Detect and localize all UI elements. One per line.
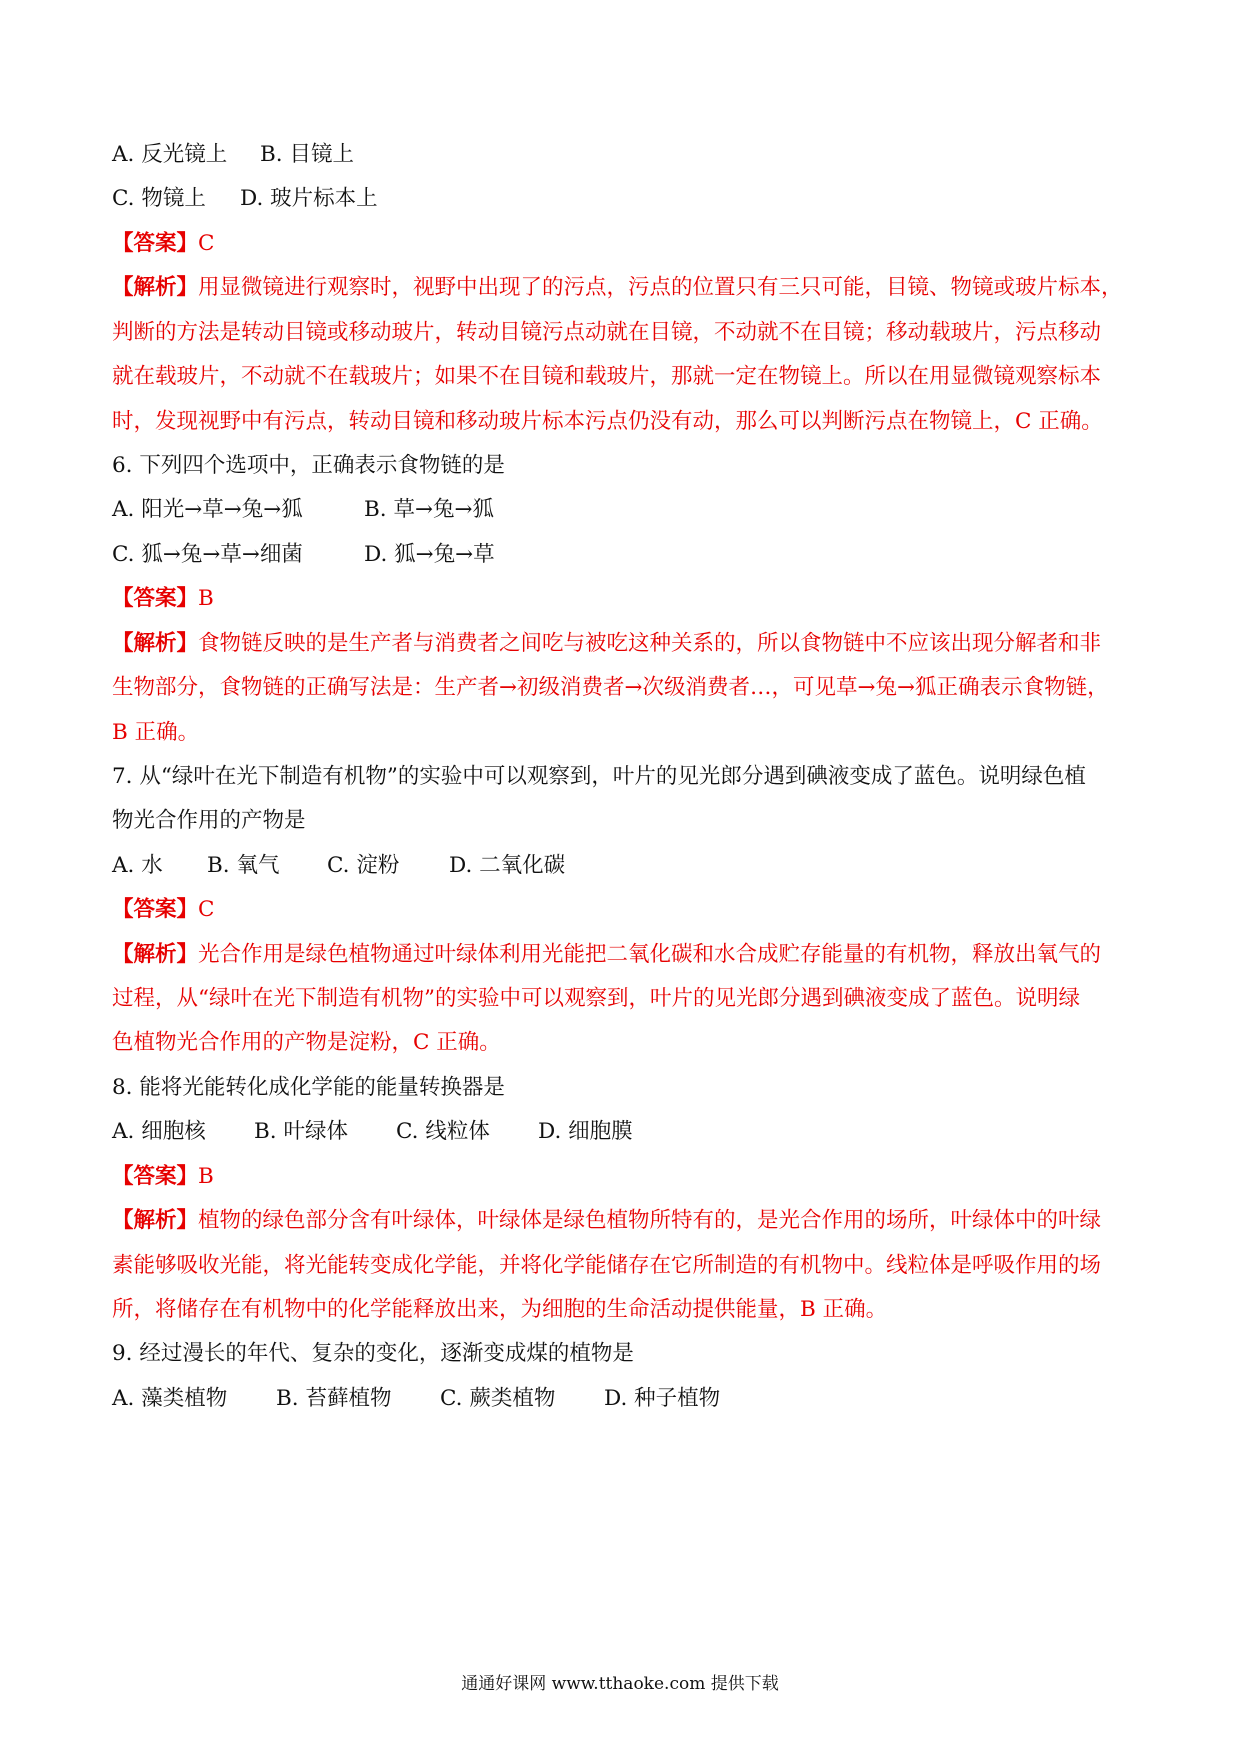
q5-option-d: D. 玻片标本上 bbox=[240, 186, 378, 211]
q7-analysis-line-3: 色植物光合作用的产物是淀粉，C 正确。 bbox=[112, 1030, 501, 1055]
q8-option-c: C. 线粒体 bbox=[396, 1119, 490, 1144]
q9-option-d: D. 种子植物 bbox=[604, 1386, 721, 1411]
q6-question: 6. 下列四个选项中，正确表示食物链的是 bbox=[112, 453, 505, 478]
q7-option-a: A. 水 bbox=[112, 853, 163, 878]
q5-analysis-text-1: 用显微镜进行观察时，视野中出现了的污点，污点的位置只有三只可能，目镜、物镜或玻片标本， bbox=[198, 275, 1123, 300]
q7-analysis-label: 【解析】 bbox=[112, 942, 199, 967]
q7-analysis-text-1: 光合作用是绿色植物通过叶绿体利用光能把二氧化碳和水合成贮存能量的有机物，释放出氧气的 bbox=[198, 942, 1102, 967]
q7-question-line-2: 物光合作用的产物是 bbox=[112, 808, 306, 833]
q9-option-c: C. 蕨类植物 bbox=[440, 1386, 556, 1411]
q7-option-d: D. 二氧化碳 bbox=[449, 853, 566, 878]
q7-question-line-1: 7. 从“绿叶在光下制造有机物”的实验中可以观察到，叶片的见光郎分遇到碘液变成了蓝色。说明绿色植 bbox=[112, 764, 1086, 789]
q7-option-b: B. 氧气 bbox=[207, 853, 280, 878]
q9-option-a: A. 藻类植物 bbox=[112, 1386, 228, 1411]
q6-answer-label: 【答案】 bbox=[112, 586, 199, 611]
q5-answer-label: 【答案】 bbox=[112, 231, 199, 256]
q5-analysis-line-1 bbox=[112, 273, 1132, 303]
q6-options-row1 bbox=[112, 495, 1132, 525]
q7-answer-label: 【答案】 bbox=[112, 897, 199, 922]
q5-options-row1 bbox=[112, 140, 1132, 170]
q7-answer bbox=[112, 895, 1132, 925]
q6-option-b: B. 草→兔→狐 bbox=[364, 497, 494, 522]
q7-answer-value: C bbox=[198, 897, 215, 922]
q5-options-row2 bbox=[112, 184, 1132, 214]
q8-answer bbox=[112, 1162, 1132, 1192]
q6-answer bbox=[112, 584, 1132, 614]
q5-analysis-label: 【解析】 bbox=[112, 275, 199, 300]
q5-answer bbox=[112, 229, 1132, 259]
q5-analysis-line-3: 就在载玻片，不动就不在载玻片；如果不在目镜和载玻片，那就一定在物镜上。所以在用显微镜观察标本 bbox=[112, 364, 1102, 389]
q6-analysis-line-2: 生物部分，食物链的正确写法是：生产者→初级消费者→次级消费者…，可见草→兔→狐正确表示食物链， bbox=[112, 675, 1109, 700]
q5-answer-value: C bbox=[198, 231, 215, 256]
q8-analysis-line-3: 所，将储存在有机物中的化学能释放出来，为细胞的生命活动提供能量，B 正确。 bbox=[112, 1297, 888, 1322]
q6-answer-value: B bbox=[198, 586, 214, 611]
q5-analysis-line-4: 时，发现视野中有污点，转动目镜和移动玻片标本污点仍没有动，那么可以判断污点在物镜上，C 正确。 bbox=[112, 409, 1103, 434]
q8-analysis-line-2: 素能够吸收光能，将光能转变成化学能，并将化学能储存在它所制造的有机物中。线粒体是呼吸作用的场 bbox=[112, 1253, 1102, 1278]
q8-question: 8. 能将光能转化成化学能的能量转换器是 bbox=[112, 1075, 505, 1100]
q6-analysis-label: 【解析】 bbox=[112, 631, 199, 656]
q6-analysis-line-3: B 正确。 bbox=[112, 720, 200, 745]
q6-option-a: A. 阳光→草→兔→狐 bbox=[112, 497, 303, 522]
q6-options-row2 bbox=[112, 540, 1132, 570]
q6-analysis-line-1 bbox=[112, 629, 1132, 659]
q6-option-d: D. 狐→兔→草 bbox=[364, 542, 495, 567]
q5-option-c: C. 物镜上 bbox=[112, 186, 206, 211]
q7-analysis-line-1 bbox=[112, 940, 1132, 970]
q5-analysis-line-2: 判断的方法是转动目镜或移动玻片，转动目镜污点动就在目镜，不动就不在目镜；移动载玻片，污点移动 bbox=[112, 320, 1102, 345]
q8-answer-value: B bbox=[198, 1164, 214, 1189]
q8-option-d: D. 细胞膜 bbox=[538, 1119, 633, 1144]
q5-option-b: B. 目镜上 bbox=[260, 142, 354, 167]
q8-analysis-text-1: 植物的绿色部分含有叶绿体，叶绿体是绿色植物所特有的，是光合作用的场所，叶绿体中的叶绿 bbox=[198, 1208, 1102, 1233]
page-footer: 通通好课网 www.tthaoke.com 提供下载 bbox=[461, 1674, 779, 1694]
q5-option-a: A. 反光镜上 bbox=[112, 142, 228, 167]
q8-analysis-label: 【解析】 bbox=[112, 1208, 199, 1233]
q8-answer-label: 【答案】 bbox=[112, 1164, 199, 1189]
q7-options bbox=[112, 851, 1132, 881]
q9-option-b: B. 苔藓植物 bbox=[276, 1386, 392, 1411]
q7-option-c: C. 淀粉 bbox=[327, 853, 400, 878]
q6-option-c: C. 狐→兔→草→细菌 bbox=[112, 542, 303, 567]
q9-options bbox=[112, 1384, 1132, 1414]
q9-question: 9. 经过漫长的年代、复杂的变化，逐渐变成煤的植物是 bbox=[112, 1341, 634, 1366]
q8-analysis-line-1 bbox=[112, 1206, 1132, 1236]
q8-option-b: B. 叶绿体 bbox=[254, 1119, 348, 1144]
q8-option-a: A. 细胞核 bbox=[112, 1119, 206, 1144]
q8-options bbox=[112, 1117, 1132, 1147]
q6-analysis-text-1: 食物链反映的是生产者与消费者之间吃与被吃这种关系的，所以食物链中不应该出现分解者和非 bbox=[198, 631, 1102, 656]
q7-analysis-line-2: 过程，从“绿叶在光下制造有机物”的实验中可以观察到，叶片的见光郎分遇到碘液变成了蓝色。说明绿 bbox=[112, 986, 1080, 1011]
